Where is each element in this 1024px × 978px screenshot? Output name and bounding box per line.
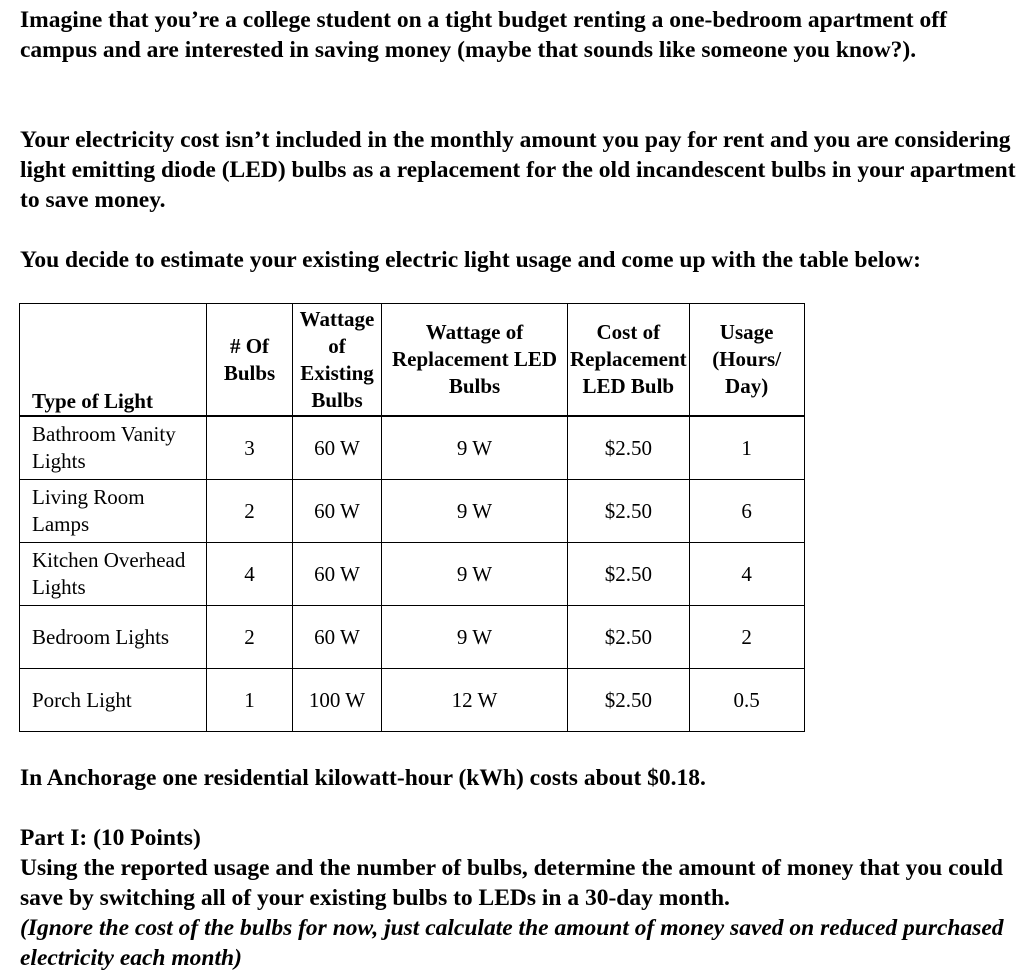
cell-usage: 2 xyxy=(689,606,804,669)
cell-led-cost: $2.50 xyxy=(568,416,690,480)
header-existing-wattage: Wattage of Existing Bulbs xyxy=(293,304,382,417)
cell-existing-wattage: 60 W xyxy=(293,543,382,606)
part-1-hint: (Ignore the cost of the bulbs for now, just calculate the amount of money saved on reduced purchased electricity each month) xyxy=(20,915,1004,971)
cell-led-cost: $2.50 xyxy=(568,480,690,543)
cell-type: Bedroom Lights xyxy=(20,606,207,669)
cell-existing-wattage: 60 W xyxy=(293,480,382,543)
cell-usage: 6 xyxy=(689,480,804,543)
table-row xyxy=(20,543,805,606)
header-led-cost: Cost of Replacement LED Bulb xyxy=(568,304,690,417)
header-type-of-light: Type of Light xyxy=(20,304,207,417)
intro-paragraph-2: Your electricity cost isn’t included in the monthly amount you pay for rent and you are considering light emitting diode (LED) bulbs as a replacement for the old incandescent bulbs in your apartment to save money. xyxy=(20,127,1016,213)
table-row xyxy=(20,606,805,669)
header-num-bulbs: # Of Bulbs xyxy=(207,304,293,417)
cell-led-wattage: 9 W xyxy=(382,480,568,543)
table-header-row xyxy=(20,304,805,417)
cell-usage: 1 xyxy=(689,416,804,480)
cell-led-wattage: 9 W xyxy=(382,416,568,480)
cell-type: Porch Light xyxy=(20,669,207,732)
cell-led-cost: $2.50 xyxy=(568,606,690,669)
cell-existing-wattage: 100 W xyxy=(293,669,382,732)
cell-led-wattage: 9 W xyxy=(382,543,568,606)
cell-usage: 4 xyxy=(689,543,804,606)
cell-bulbs: 2 xyxy=(207,480,293,543)
header-led-wattage: Wattage of Replacement LED Bulbs xyxy=(382,304,568,417)
table-row xyxy=(20,480,805,543)
light-usage-table xyxy=(19,303,805,732)
cell-existing-wattage: 60 W xyxy=(293,416,382,480)
kwh-cost-note: In Anchorage one residential kilowatt-hour (kWh) costs about $0.18. xyxy=(20,765,706,791)
intro-paragraph-3: You decide to estimate your existing electric light usage and come up with the table below: xyxy=(20,247,921,273)
cell-bulbs: 1 xyxy=(207,669,293,732)
cell-led-cost: $2.50 xyxy=(568,543,690,606)
cell-led-cost: $2.50 xyxy=(568,669,690,732)
part-1-section xyxy=(20,823,1020,973)
cell-bulbs: 4 xyxy=(207,543,293,606)
cell-bulbs: 3 xyxy=(207,416,293,480)
intro-paragraph-1: Imagine that you’re a college student on a tight budget renting a one-bedroom apartment off campus and are interested in saving money (maybe that sounds like someone you know?). xyxy=(20,7,947,63)
cell-bulbs: 2 xyxy=(207,606,293,669)
part-1-question: Using the reported usage and the number of bulbs, determine the amount of money that you could save by switching all of your existing bulbs to LEDs in a 30-day month. xyxy=(20,855,1003,911)
part-1-title: Part I: (10 Points) xyxy=(20,825,201,851)
cell-existing-wattage: 60 W xyxy=(293,606,382,669)
cell-led-wattage: 12 W xyxy=(382,669,568,732)
header-usage: Usage (Hours/ Day) xyxy=(689,304,804,417)
cell-type: Bathroom Vanity Lights xyxy=(20,416,207,480)
cell-led-wattage: 9 W xyxy=(382,606,568,669)
cell-type: Living Room Lamps xyxy=(20,480,207,543)
cell-type: Kitchen Overhead Lights xyxy=(20,543,207,606)
table-row xyxy=(20,416,805,480)
table-row xyxy=(20,669,805,732)
cell-usage: 0.5 xyxy=(689,669,804,732)
